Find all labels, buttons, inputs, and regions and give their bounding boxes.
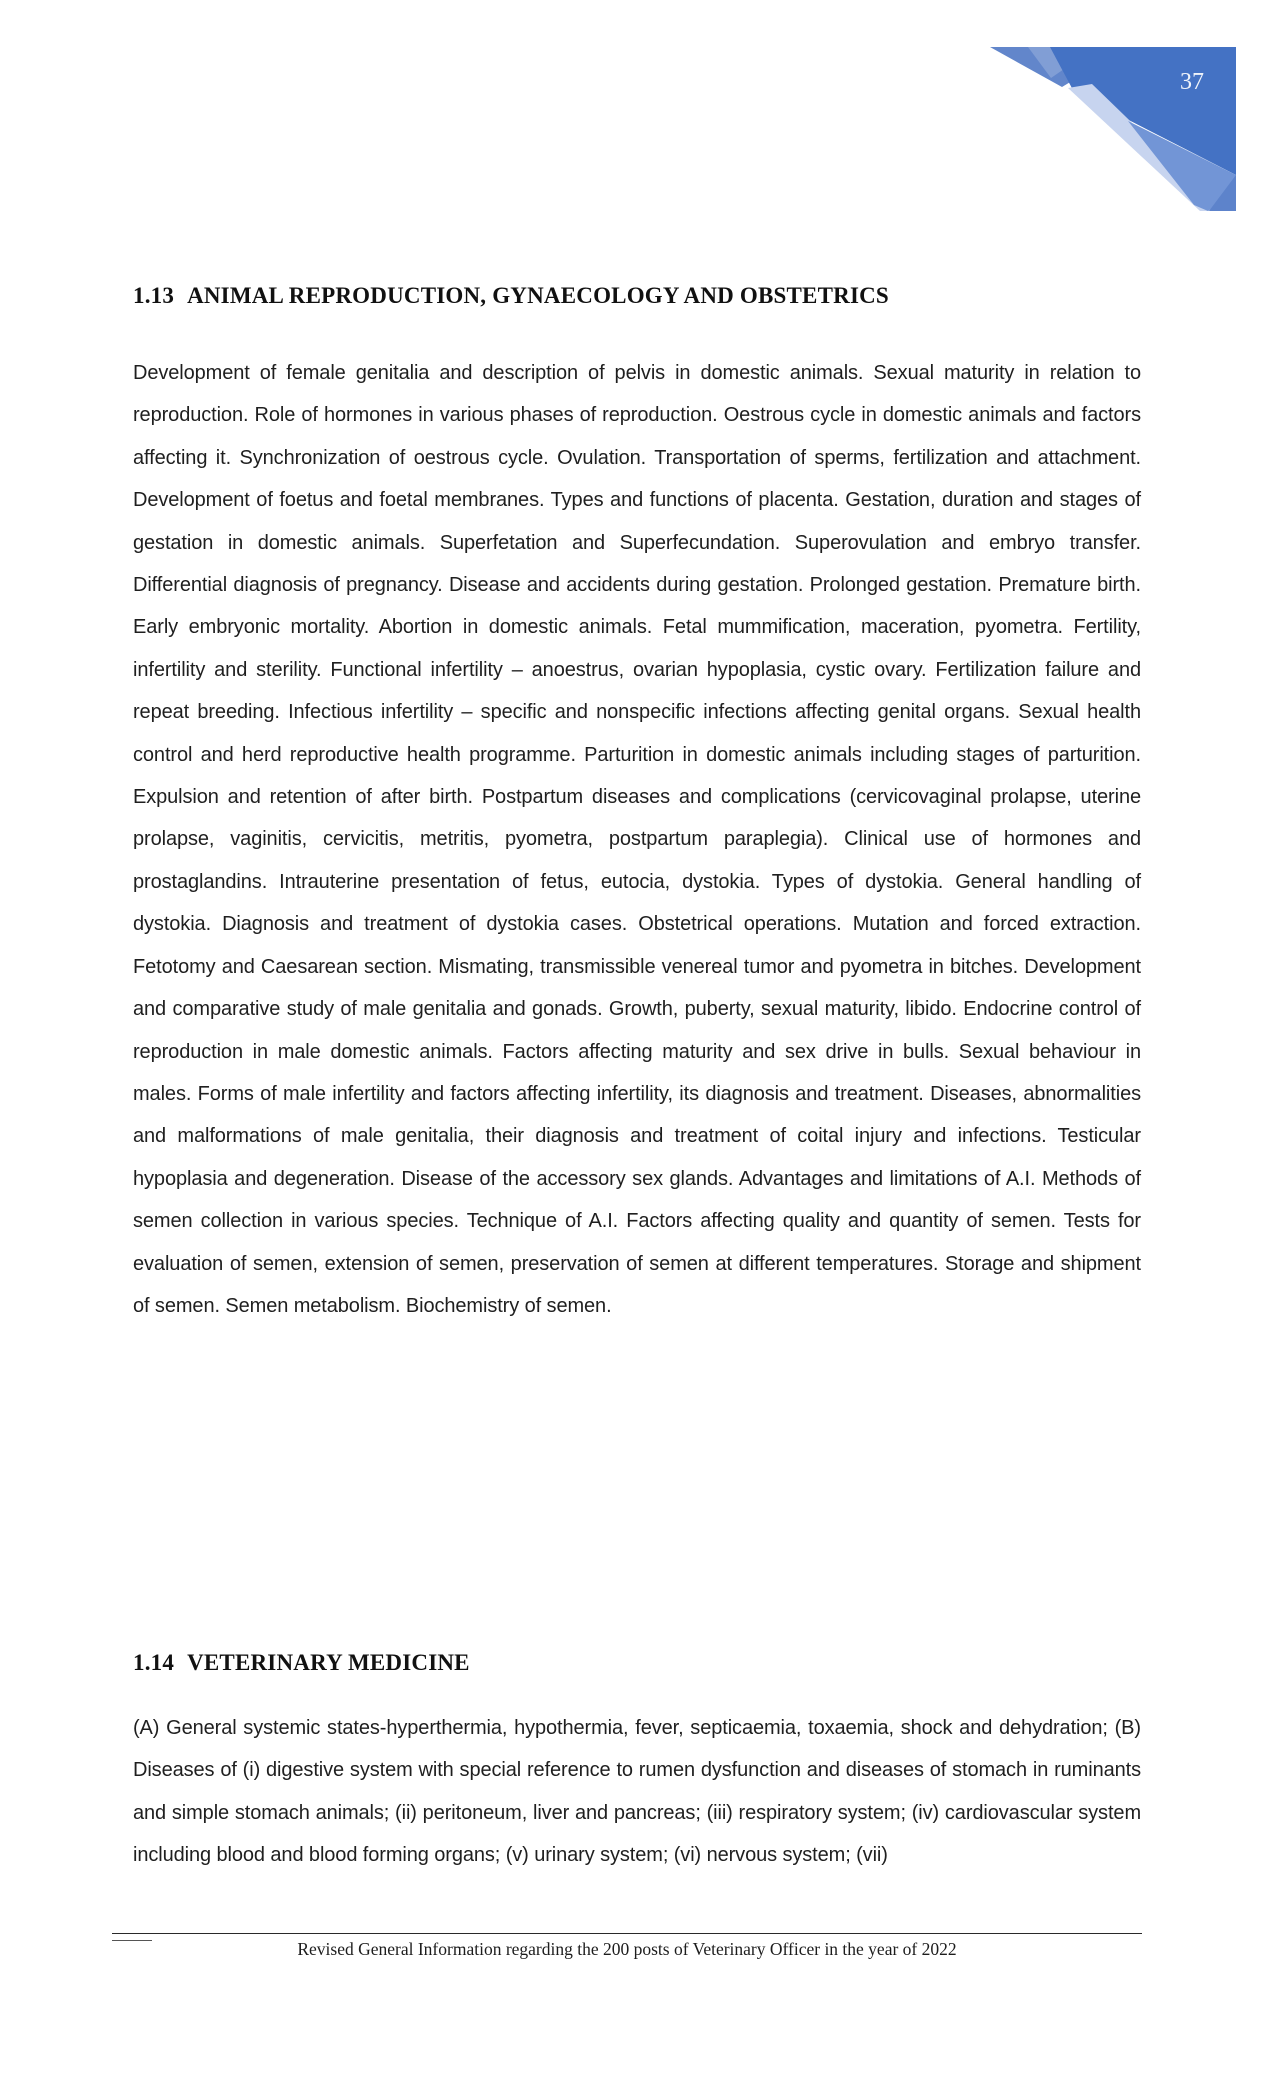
section-body-1-13: Development of female genitalia and description of pelvis in domestic animals. Sexual maturity in relation to reproduction. Role of hormones in various phases of reproduction. Oestrous cycle in domestic animals and factors affecting it. Synchronization of oestrous cycle. Ovulation. Transportation of sperms, fertilization and attachment. Development of foetus and foetal membranes. Types and functions of placenta. Gestation, duration and stages of gestation in domestic animals. Superfetation and Superfecundation. Superovulation and embryo transfer. Differential diagnosis of pregnancy. Disease and accidents during gestation. Prolonged gestation. Premature birth. Early embryonic mortality. Abortion in domestic animals. Fetal mummification, maceration, pyometra. Fertility, infertility and sterility. Functional infertility – anoestrus, ovarian hypoplasia, cystic ovary. Fertilization failure and repeat breeding. Infectious infertility – specific and nonspecific infections affecting genital organs. Sexual health control and herd reproductive health programme. Parturition in domestic animals including stages of parturition. Expulsion and retention of after birth. Postpartum diseases and complications (cervicovaginal prolapse, uterine prolapse, vaginitis, cervicitis, metritis, pyometra, postpartum paraplegia). Clinical use of hormones and prostaglandins. Intrauterine presentation of fetus, eutocia, dystokia. Types of dystokia. General handling of dystokia. Diagnosis and treatment of dystokia cases. Obstetrical operations. Mutation and forced extraction. Fetotomy and Caesarean section. Mismating, transmissible venereal tumor and pyometra in bitches. Development and comparative study of male genitalia and gonads. Growth, puberty, sexual maturity, libido. Endocrine control of reproduction in male domestic animals. Factors affecting maturity and sex drive in bulls. Sexual behaviour in males. Forms of male infertility and factors affecting infertility, its diagnosis and treatment. Diseases, abnormalities and malformations of male genitalia, their diagnosis and treatment of coital injury and infections. Testicular hypoplasia and degeneration. Disease of the accessory sex glands. Advantages and limitations of A.I. Methods of semen collection in various species. Technique of A.I. Factors affecting quality and quantity of semen. Tests for evaluation of semen, extension of semen, preservation of semen at different temperatures. Storage and shipment of semen. Semen metabolism. Biochemistry of semen. [133,362,1141,1317]
footer-text: Revised General Information regarding the 200 posts of Veterinary Officer in the year of 2022 [297,1939,957,1959]
section-number: 1.13 [133,283,175,308]
corner-decoration [988,45,1238,215]
section-number: 1.14 [133,1650,175,1675]
section-title: VETERINARY MEDICINE [187,1650,470,1675]
section-body-1-14: (A) General systemic states-hyperthermia, hypothermia, fever, septicaemia, toxaemia, shock and dehydration; (B) Diseases of (i) digestive system with special reference to rumen dysfunction and diseases of stomach in ruminants and simple stomach animals; (ii) peritoneum, liver and pancreas; (iii) respiratory system; (iv) cardiovascular system including blood and blood forming organs; (v) urinary system; (vi) nervous system; (vii) [133,1717,1141,1867]
section-title: ANIMAL REPRODUCTION, GYNAECOLOGY AND OBSTETRICS [187,283,889,308]
page-footer [112,1933,1142,1960]
footer-rule-fragment [112,1940,152,1941]
page-number: 37 [1180,69,1204,95]
section-heading-1-13 [133,283,1141,309]
section-heading-1-14 [133,1650,1141,1676]
